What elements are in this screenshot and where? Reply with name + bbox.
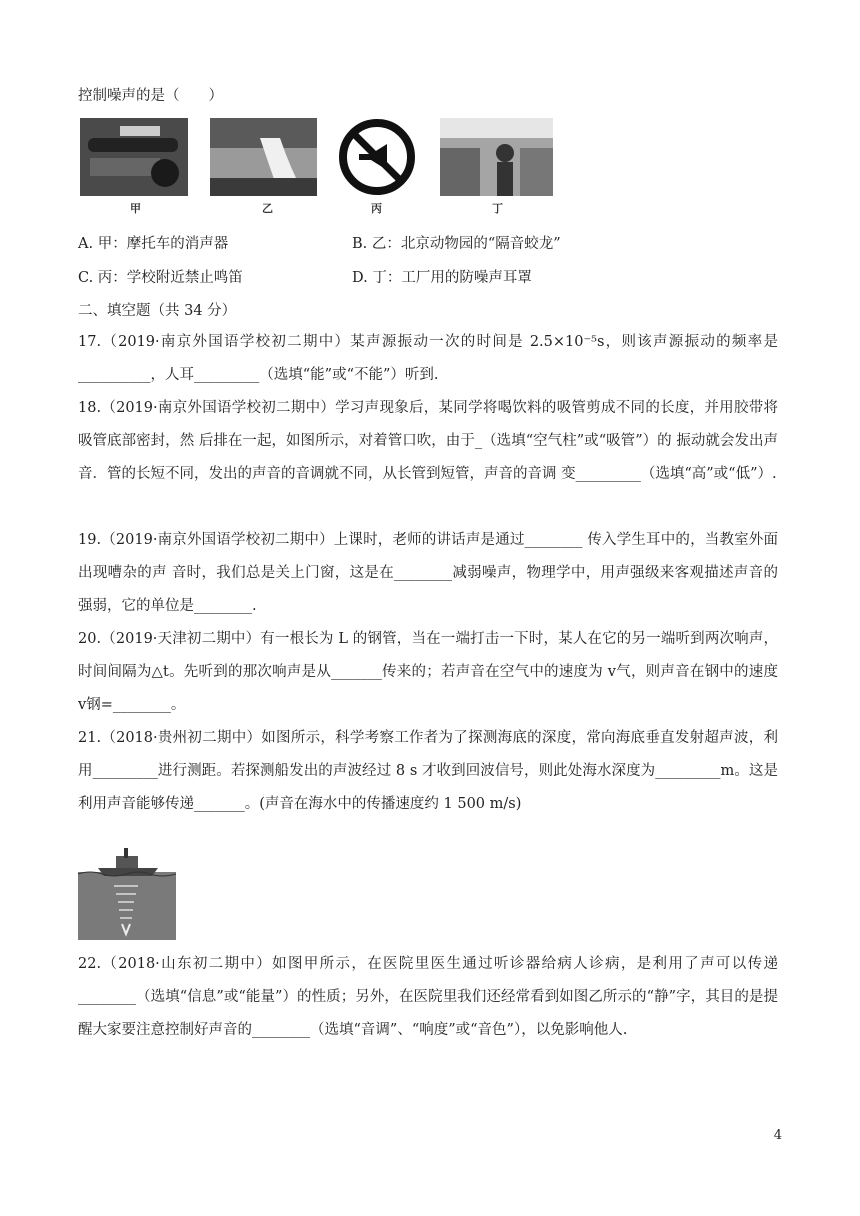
option-a: A. 甲：摩托车的消声器 bbox=[78, 236, 229, 252]
option-b: B. 乙：北京动物园的“隔音蛟龙” bbox=[352, 236, 561, 252]
option-c: C. 丙：学校附近禁止鸣笛 bbox=[78, 270, 243, 286]
caption-ding: 丁 bbox=[492, 202, 503, 215]
motorcycle-icon bbox=[80, 118, 188, 196]
no-horn-sign-image bbox=[337, 118, 417, 196]
section-title: 二、填空题（共 34 分） bbox=[78, 303, 237, 319]
question-18: 18.（2019·南京外国语学校初二期中）学习声现象后，某同学将喝饮料的吸管剪成不同的长度，并用胶带将吸管底部密封，然 后排在一起，如图所示，对着管口吹，由于_（选填“空气柱”或“吸管”）的 振动就会发出声音．管的长短不同，发出的声音的音调就不同，从长管到短管，声音的音调 变_________（选填“高”或“低”）. bbox=[78, 400, 778, 482]
caption-bing: 丙 bbox=[371, 202, 382, 215]
caption-jia: 甲 bbox=[130, 202, 141, 215]
option-d: D. 丁：工厂用的防噪声耳罩 bbox=[352, 270, 532, 286]
question-17: 17.（2019·南京外国语学校初二期中）某声源振动一次的时间是 2.5×10⁻⁵s，则该声源振动的频率是__________，人耳_________（选填“能”或“不能”）听到. bbox=[78, 334, 778, 383]
no-horn-sign-icon bbox=[337, 118, 417, 196]
sound-barrier-image bbox=[210, 118, 317, 196]
factory-worker-icon bbox=[440, 118, 553, 196]
question-20: 20.（2019·天津初二期中）有一根长为 L 的钢管，当在一端打击一下时，某人在它的另一端听到两次响声，时间间隔为△t。先听到的那次响声是从_______传来的；若声音在空气中的速度为 v气，则声音在钢中的速度 v钢=________。 bbox=[78, 631, 778, 713]
motorcycle-muffler-image bbox=[80, 118, 188, 196]
factory-earmuffs-image bbox=[440, 118, 553, 196]
question-22: 22.（2018·山东初二期中）如图甲所示，在医院里医生通过听诊器给病人诊病，是利用了声可以传递________（选填“信息”或“能量”）的性质；另外，在医院里我们还经常看到如图乙所示的“静”字，其目的是提醒大家要注意控制好声音的________（选填“音调”、“响度”或“音色”），以免影响他人. bbox=[78, 956, 778, 1038]
sonar-ship-image bbox=[78, 838, 176, 940]
q16-stem-tail: 控制噪声的是（ ） bbox=[78, 88, 223, 104]
question-21: 21.（2018·贵州初二期中）如图所示，科学考察工作者为了探测海底的深度，常向海底垂直发射超声波，利用_________进行测距。若探测船发出的声波经过 8 s 才收到回波信号，则此处海水深度为_________m。这是利用声音能够传递_______。(声音在海水中的传播速度约 1 500 m/s) bbox=[78, 730, 778, 812]
caption-yi: 乙 bbox=[262, 202, 273, 215]
question-19: 19.（2019·南京外国语学校初二期中）上课时，老师的讲话声是通过________ 传入学生耳中的，当教室外面出现嘈杂的声 音时，我们总是关上门窗，这是在________减弱噪声，物理学中，用声强级来客观描述声音的强弱，它的单位是________. bbox=[78, 532, 778, 614]
page-number: 4 bbox=[773, 1128, 782, 1143]
sonar-ship-icon bbox=[78, 838, 176, 940]
sound-barrier-icon bbox=[210, 118, 317, 196]
